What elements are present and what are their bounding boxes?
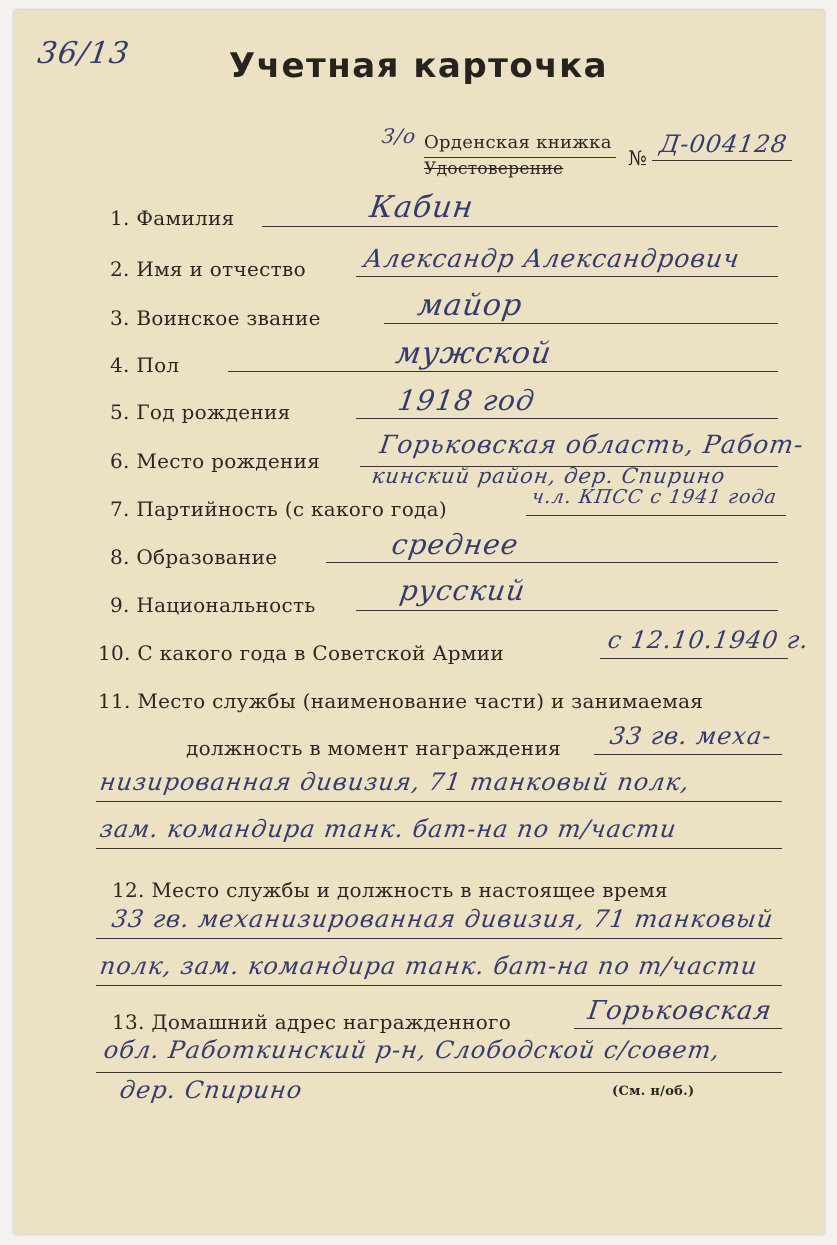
label-rank: 3. Воинское звание <box>110 306 321 330</box>
value-nationality: русский <box>397 574 528 607</box>
value-sex: мужской <box>393 336 554 371</box>
label-home-address: 13. Домашний адрес награжденного <box>112 1010 512 1034</box>
value-service-award-2: низированная дивизия, 71 танковый полк, <box>98 768 692 796</box>
label-birth-year: 5. Год рождения <box>110 400 291 424</box>
label-birthplace: 6. Место рождения <box>110 449 321 473</box>
label-service-award-2: должность в момент награждения <box>186 736 561 760</box>
number-sign: № <box>628 146 648 170</box>
footnote: (См. н/об.) <box>612 1084 695 1099</box>
label-service-now: 12. Место службы и должность в настоящее время <box>112 878 668 902</box>
label-party: 7. Партийность (с какого года) <box>110 497 447 521</box>
value-name: Александр Александрович <box>361 244 742 273</box>
value-party: ч.л. КПСС с 1941 года <box>530 486 779 508</box>
label-army-since: 10. С какого года в Советской Армии <box>98 641 504 665</box>
label-name: 2. Имя и отчество <box>110 257 306 281</box>
card-title: Учетная карточка <box>228 46 609 86</box>
book-abbrev: З/о <box>380 124 418 148</box>
label-education: 8. Образование <box>110 545 278 569</box>
value-birthplace-line1: Горьковская область, Работ- <box>377 430 806 459</box>
value-home-address-3: дер. Спирино <box>118 1076 305 1104</box>
corner-note: 36/13 <box>35 36 132 71</box>
value-service-now-1: 33 гв. механизированная дивизия, 71 танковый <box>110 905 776 933</box>
value-birth-year: 1918 год <box>395 384 538 417</box>
label-nationality: 9. Национальность <box>110 593 316 617</box>
value-service-award-1: 33 гв. меха- <box>608 722 774 750</box>
value-rank: майор <box>415 288 525 323</box>
value-home-address-1: Горьковская <box>585 996 774 1026</box>
value-army-since: с 12.10.1940 г. <box>606 626 811 654</box>
value-service-award-3: зам. командира танк. бат-на по т/части <box>98 815 679 843</box>
value-birthplace-line2: кинский район, дер. Спирино <box>370 464 728 488</box>
value-service-now-2: полк, зам. командира танк. бат-на по т/части <box>98 952 760 980</box>
label-service-award-1: 11. Место службы (наименование части) и занимаемая <box>98 689 704 713</box>
order-book-label: Орденская книжка <box>424 132 612 153</box>
label-surname: 1. Фамилия <box>110 206 235 230</box>
book-number: Д-004128 <box>658 130 790 158</box>
value-surname: Кабин <box>367 190 476 225</box>
value-home-address-2: обл. Работкинский р-н, Слободской с/совет, <box>102 1036 723 1064</box>
label-sex: 4. Пол <box>110 353 180 377</box>
certificate-label: Удостоверение <box>424 159 564 179</box>
value-education: среднее <box>389 528 521 561</box>
